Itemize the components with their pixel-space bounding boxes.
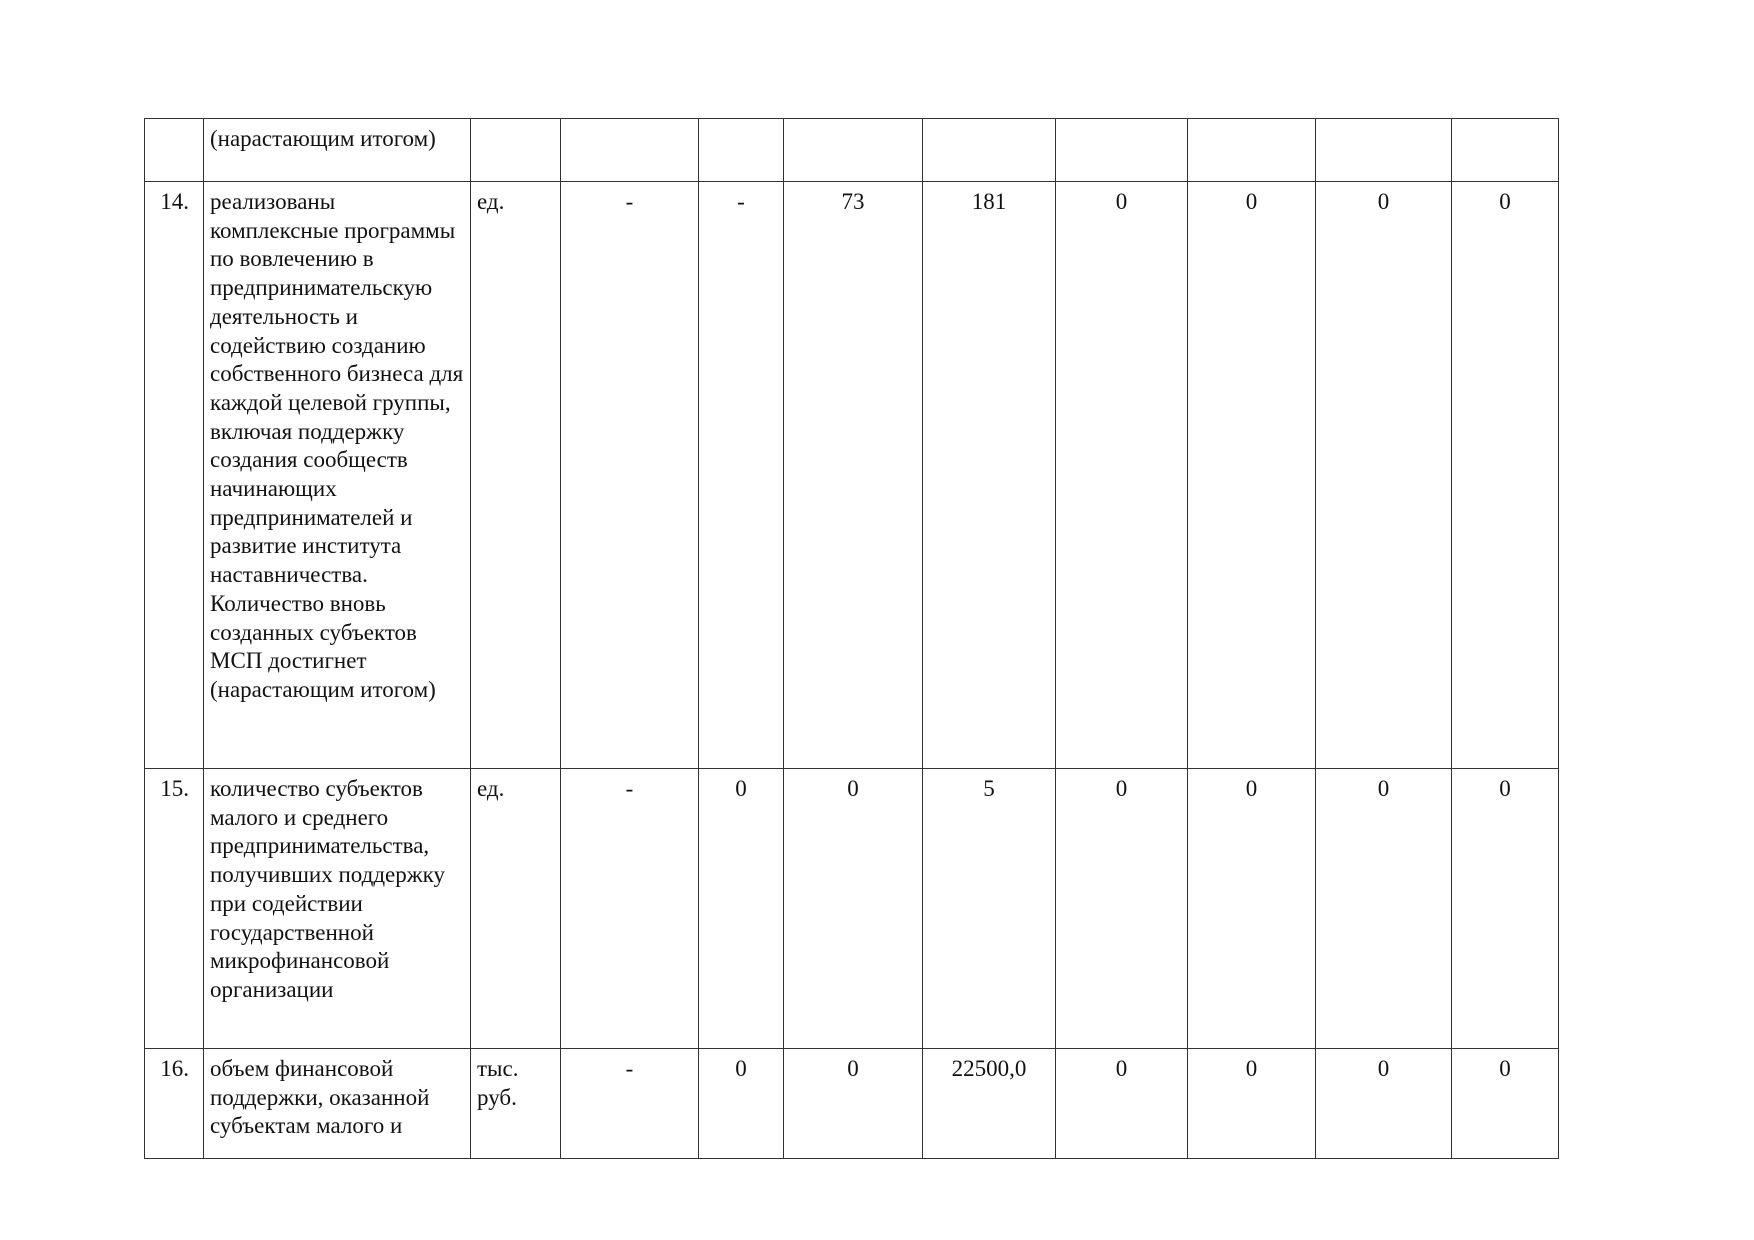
row-unit: ед. — [471, 182, 561, 769]
value-cell: 0 — [1188, 769, 1316, 1049]
value-cell: 0 — [1452, 769, 1559, 1049]
row-index: 14. — [145, 182, 204, 769]
value-cell: 73 — [784, 182, 923, 769]
value-cell: 0 — [1188, 1049, 1316, 1159]
row-description: (нарастающим итогом) — [204, 119, 471, 182]
value-cell — [784, 119, 923, 182]
value-cell — [1316, 119, 1452, 182]
row-description: объем финансовой поддержки, оказанной субъектам малого и — [204, 1049, 471, 1159]
table-row — [145, 769, 1559, 1049]
row-unit: тыс. руб. — [471, 1049, 561, 1159]
row-description: количество субъектов малого и среднего предпринимательства, получивших поддержку при содействии государственной микрофинансовой организации — [204, 769, 471, 1049]
value-cell: 0 — [1452, 1049, 1559, 1159]
value-cell: 0 — [1056, 1049, 1188, 1159]
value-cell: 0 — [1316, 182, 1452, 769]
value-cell — [561, 119, 699, 182]
row-index — [145, 119, 204, 182]
value-cell: 22500,0 — [923, 1049, 1056, 1159]
value-cell: 0 — [699, 1049, 784, 1159]
value-cell: - — [699, 182, 784, 769]
value-cell — [1452, 119, 1559, 182]
value-cell: 0 — [1056, 769, 1188, 1049]
value-cell — [1056, 119, 1188, 182]
value-cell: 0 — [699, 769, 784, 1049]
table-row — [145, 182, 1559, 769]
table-row — [145, 119, 1559, 182]
value-cell: - — [561, 1049, 699, 1159]
row-index: 15. — [145, 769, 204, 1049]
row-unit — [471, 119, 561, 182]
value-cell — [699, 119, 784, 182]
indicators-table — [144, 118, 1559, 1159]
value-cell — [923, 119, 1056, 182]
value-cell: 181 — [923, 182, 1056, 769]
row-unit: ед. — [471, 769, 561, 1049]
table-row — [145, 1049, 1559, 1159]
value-cell: 0 — [1056, 182, 1188, 769]
value-cell — [1188, 119, 1316, 182]
row-index: 16. — [145, 1049, 204, 1159]
value-cell: 5 — [923, 769, 1056, 1049]
value-cell: 0 — [1452, 182, 1559, 769]
value-cell: 0 — [1316, 769, 1452, 1049]
value-cell: - — [561, 182, 699, 769]
value-cell: 0 — [1316, 1049, 1452, 1159]
value-cell: - — [561, 769, 699, 1049]
row-description: реализованы комплексные программы по вовлечению в предпринимательскую деятельность и содействию созданию собственного бизнеса для каждой целевой группы, включая поддержку создания сообществ начинающих предпринимателей и развитие института наставничества. Количество вновь созданных субъектов МСП достигнет (нарастающим итогом) — [204, 182, 471, 769]
value-cell: 0 — [784, 1049, 923, 1159]
value-cell: 0 — [1188, 182, 1316, 769]
value-cell: 0 — [784, 769, 923, 1049]
